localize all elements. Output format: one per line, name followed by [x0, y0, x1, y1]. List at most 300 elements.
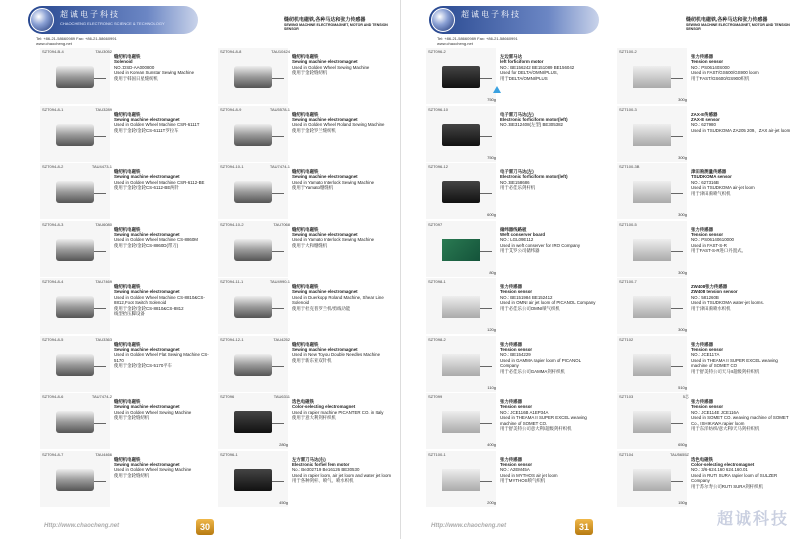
lead-wire	[480, 308, 492, 309]
product-weight: 280g	[279, 442, 288, 447]
page-title-en: SEWING MACHINE ELECTROMAGNET, MOTOR AND TENSION SENSOR	[686, 23, 790, 31]
brand-header	[28, 6, 198, 34]
product-card	[426, 278, 601, 334]
product-name-cn: 缝纫机电磁铁	[292, 284, 319, 289]
product-name-en: Electronic forficiform motor(left)	[500, 174, 568, 180]
lead-wire	[671, 481, 683, 482]
product-spec-1: NO.: JCE117A	[691, 352, 720, 358]
product-photo	[218, 163, 288, 219]
product-spec-1: No.: Be302719 Be16126 BE30530	[292, 467, 360, 473]
product-description	[691, 112, 791, 134]
product-code: SZT096-12	[428, 164, 449, 169]
brand-name-cn: 超诚电子科技	[60, 10, 120, 19]
contact-info	[36, 36, 117, 46]
product-card	[218, 451, 393, 507]
product-spec-2: Used for DELTA/OMNI/PLUS,	[500, 70, 558, 76]
product-image	[234, 239, 272, 261]
product-spec-1: NO.: BE156242 BE151089 BE156042	[500, 64, 575, 70]
product-description	[691, 457, 791, 489]
product-photo	[218, 48, 288, 104]
product-photo	[218, 106, 288, 162]
product-code: SZT099	[428, 394, 443, 399]
product-name-cn: 电子雷刀马达(左)	[500, 169, 534, 174]
product-name-en: ZAX-E sensor	[691, 116, 720, 122]
product-spec-2: Used in MYTHOS air jet loom	[500, 472, 558, 478]
footer-url[interactable]: Http://www.chaocheng.net	[44, 523, 120, 529]
page-number: 31	[575, 519, 593, 535]
product-card	[617, 221, 792, 277]
product-spec-2: 使用于金轮/金轮CS-8810&CS-8812	[114, 305, 184, 311]
product-spec-2: 使用于金轮缝纫机	[114, 415, 150, 421]
lead-wire	[480, 193, 492, 194]
product-code: SZT094-B-4	[42, 49, 64, 54]
product-weight: 300g	[678, 269, 687, 275]
product-name-cn: 张力传感器	[500, 399, 522, 404]
product-spec-1: NO.: BE151984 BE152412	[500, 294, 553, 300]
product-name-en: TSUDKOMA sensor	[691, 174, 732, 180]
product-spec-1: NO.: 581260B	[691, 294, 719, 300]
product-description	[500, 399, 600, 431]
product-weight: 300g	[678, 327, 687, 332]
product-code: SZT094-8-6	[42, 394, 64, 399]
product-code: SZT094-12-1	[220, 336, 244, 342]
product-photo	[40, 336, 110, 392]
product-name-cn: 选色电磁铁	[292, 399, 314, 404]
product-description	[292, 169, 392, 191]
lead-wire	[272, 193, 284, 194]
product-photo	[40, 106, 110, 162]
product-image	[633, 296, 671, 318]
product-image	[56, 66, 94, 88]
product-description	[114, 54, 214, 81]
product-spec-2: 使用于金轮缝纫机	[292, 70, 328, 76]
product-spec-1: Used in Yamato Interlock Sewing Machine	[292, 237, 375, 243]
product-name-en: Sewing machine electromagnet	[292, 289, 358, 295]
product-image	[56, 239, 94, 261]
product-spec-2: 使用于金轮/金轮CS-6112-BE两针	[114, 185, 180, 191]
product-card	[218, 278, 393, 334]
product-spec-3: 用于东洋纺织/意大利/天马剑杆织机	[691, 426, 760, 432]
product-name-en: Sewing machine electromagnet	[114, 404, 180, 410]
product-card	[426, 336, 601, 392]
product-code: SZT094-8-1	[42, 106, 64, 112]
contact-website: www.chaocheng.net	[437, 41, 473, 46]
product-description	[292, 284, 392, 311]
product-image	[442, 124, 480, 146]
lead-wire	[272, 423, 284, 424]
product-image	[442, 469, 480, 491]
product-image	[633, 411, 671, 433]
product-photo	[426, 451, 496, 507]
product-name-cn: 选色电磁铁	[691, 456, 713, 462]
product-description	[691, 284, 791, 311]
product-name-en: Sewing machine electromagnet	[292, 59, 358, 65]
product-image	[633, 239, 671, 261]
product-card	[426, 106, 601, 162]
product-spec-3: 用于必佳乐公司OMNI喷气织机	[500, 305, 560, 311]
product-description	[114, 284, 214, 316]
product-name-cn: 张力传感器	[691, 341, 713, 347]
product-name-cn: 缝纫机电磁铁	[114, 54, 141, 59]
product-name-cn: 缝纫机电磁铁	[114, 456, 141, 462]
product-image	[633, 469, 671, 491]
product-image	[56, 296, 94, 318]
product-subcode: TAU4473-1	[91, 164, 112, 169]
product-description	[500, 112, 600, 128]
product-subcode: TAU5578-1	[269, 106, 290, 112]
product-name-cn: 缝纫机电磁铁	[114, 284, 141, 289]
lead-wire	[480, 366, 492, 367]
page-number: 30	[196, 519, 214, 535]
lead-wire	[480, 78, 492, 79]
product-code: SZT098-2	[428, 336, 446, 342]
product-spec-1: NO.:DSD-AA000800	[114, 64, 155, 70]
product-spec-1: NO.: BE154229	[500, 352, 531, 358]
product-spec-1: NO.: PS06140S000	[691, 64, 730, 70]
lead-wire	[272, 481, 284, 482]
product-name-en: Electronic forfiel fem motor	[292, 461, 350, 467]
product-spec-3: 用于艾罗公司储纬器	[500, 248, 540, 254]
product-weight: 110g	[487, 384, 496, 390]
brand-watermark: 超诚科技	[716, 511, 789, 528]
product-spec-1: NO.: 627980	[691, 122, 716, 128]
product-name-cn: 张力传感器	[500, 341, 522, 347]
product-spec-1: Used in rapier machine PICANTER CO. in Italy	[292, 409, 384, 415]
product-code: SZT094-10-2	[220, 221, 244, 227]
product-photo	[426, 336, 496, 392]
lead-wire	[94, 481, 106, 482]
product-photo	[617, 221, 687, 277]
product-spec-2: Used in TSUDKOMA water-jet looms.	[691, 300, 764, 306]
product-description	[114, 169, 214, 191]
lead-wire	[671, 423, 683, 424]
product-name-cn: 缝纫机电磁铁	[114, 226, 141, 232]
product-photo	[218, 393, 288, 449]
product-image	[234, 296, 272, 318]
lead-wire	[671, 193, 683, 194]
product-name-en: Sewing machine electromagnet	[292, 346, 358, 352]
product-description	[114, 112, 214, 134]
product-subcode: TAU7068	[273, 221, 290, 227]
product-code: SZT096	[220, 394, 235, 399]
product-image	[234, 66, 272, 88]
product-description	[292, 54, 392, 76]
product-image	[56, 354, 94, 376]
product-weight: 650g	[678, 442, 687, 447]
product-subcode: TAU7474-2	[91, 394, 112, 399]
product-name-en: Tension sensor	[691, 346, 724, 352]
product-code: SZT094-8-7	[42, 451, 64, 457]
product-description	[292, 342, 392, 364]
product-image	[442, 66, 480, 88]
product-image	[442, 296, 480, 318]
product-subcode: 5芯	[682, 394, 689, 399]
product-spec-3: 用于津田驹喷气织机	[691, 190, 731, 196]
product-weight: 80g	[489, 269, 496, 275]
right-page	[400, 0, 800, 539]
product-spec-2: Used in TSUDKOMA ZA205 209、ZAX air-jet loom	[691, 127, 791, 133]
product-code: SZT094-8-5	[42, 336, 64, 342]
product-card	[426, 163, 601, 219]
product-code: SZT100-3	[619, 106, 637, 112]
company-logo-icon	[30, 8, 54, 32]
product-weight: 120g	[487, 327, 496, 332]
product-subcode: TAU7474-1	[269, 164, 290, 169]
product-code: SZT100-3B	[619, 164, 640, 169]
product-image	[442, 411, 480, 433]
lead-wire	[480, 251, 492, 252]
product-subcode: TAU6311	[273, 394, 290, 399]
product-name-cn: 张力传感器	[500, 456, 522, 462]
product-card	[218, 221, 393, 277]
brand-name-cn: 超诚电子科技	[461, 10, 521, 19]
product-name-en: Sewing machine electromagnet	[292, 174, 358, 180]
product-name-cn: 张力传感器	[691, 399, 713, 404]
product-code: SZT094-11-1	[220, 279, 244, 284]
product-description	[691, 399, 791, 431]
product-description	[500, 227, 600, 254]
page-title-cn: 缝纫机电磁铁,各种马达和张力传感器	[686, 17, 768, 23]
product-spec-3: 用于津田驹喷水织机	[691, 305, 731, 311]
product-description	[114, 227, 214, 249]
lead-wire	[671, 136, 683, 137]
product-spec-1: Used in Golden Wheel Machine CS-8810&CS-8812,Foot Switch Solenoid	[114, 294, 205, 306]
lead-wire	[94, 308, 106, 309]
product-name-en: Sewing machine electromagnet	[114, 174, 180, 180]
product-code: SZT098-1	[428, 279, 446, 284]
product-photo	[426, 163, 496, 219]
product-card	[426, 393, 601, 449]
product-spec-3: 使用于韩国日星缝纫机	[114, 75, 158, 81]
product-spec-3: 线型抬压脚设备	[114, 311, 145, 317]
lead-wire	[671, 366, 683, 367]
product-name-cn: 左边雷马达	[500, 54, 522, 59]
product-photo	[426, 393, 496, 449]
product-code: SZT102	[619, 336, 634, 342]
lead-wire	[94, 366, 106, 367]
lead-wire	[480, 136, 492, 137]
product-spec-1: Used in Golden Wheel Sewing Machine	[114, 409, 192, 415]
product-name-en: Color-selecting electromagnet	[691, 461, 755, 467]
product-spec-2: 使用于意大利剑杆织机	[292, 415, 336, 421]
product-name-en: Weft conserver board	[500, 231, 546, 237]
product-image	[442, 239, 480, 261]
product-photo	[40, 451, 110, 507]
product-code: SZT104	[619, 451, 634, 457]
product-name-cn: 缝纫机电磁铁	[292, 111, 319, 117]
product-photo	[426, 221, 496, 277]
product-subcode: TAU4990-1	[269, 279, 290, 284]
product-description	[292, 457, 392, 484]
product-card	[617, 106, 792, 162]
product-image	[234, 469, 272, 491]
product-photo	[617, 48, 687, 104]
product-name-cn: ZW408张力传感器	[691, 284, 728, 289]
product-weight: 150g	[678, 499, 687, 505]
lead-wire	[480, 481, 492, 482]
product-spec-2: 用于必佳乐剑杆机	[500, 185, 536, 191]
product-spec-2: Used in weft conserver for IRO Company	[500, 242, 581, 248]
footer	[0, 519, 400, 535]
product-name-cn: 张力传感器	[691, 226, 713, 232]
product-image	[442, 181, 480, 203]
product-weight: 750g	[487, 97, 496, 102]
product-subcode: TAU4466	[95, 451, 112, 457]
product-name-cn: 缝纫机电磁铁	[292, 341, 319, 347]
product-photo	[218, 278, 288, 334]
brand-name-en: CHAOCHENG ELECTRONIC SCIENCE & TECHNOLOGY	[60, 21, 165, 26]
product-spec-1: Used in Golden Wheel Machine CSR-6112-BE	[114, 179, 205, 185]
blue-triangle-icon	[493, 86, 501, 93]
product-spec-2: Used in RUTI SURA rapier loom of SULZER Company	[691, 472, 778, 484]
product-name-en: Tension sensor	[500, 404, 533, 410]
product-name-en: Sewing machine electromagnet	[114, 231, 180, 237]
lead-wire	[671, 251, 683, 252]
product-spec-3: 用于必佳乐公司GAMMA剑杆织机	[500, 368, 565, 374]
product-spec-1: NO.:BE312408(左型) BE305382	[500, 122, 563, 128]
product-spec-2: Used in Korean Sunstar Sewing Machine	[114, 70, 195, 76]
product-spec-3: 用于FAST/GS600/GS900织机	[691, 75, 750, 81]
product-name-en: Sewing machine electromagnet	[114, 346, 180, 352]
product-photo	[617, 336, 687, 392]
product-weight: 300g	[678, 154, 687, 160]
product-description	[114, 342, 214, 369]
product-card	[40, 278, 215, 334]
product-image	[442, 354, 480, 376]
product-name-cn: 津田驹测量传感器	[691, 169, 727, 174]
product-weight: 300g	[678, 212, 687, 217]
product-card	[617, 48, 792, 104]
product-image	[234, 124, 272, 146]
product-spec-1: NO.:BE158686	[500, 179, 530, 185]
page-title-en: SEWING MACHINE ELECTROMAGNET, MOTOR AND TENSION SENSOR	[284, 23, 388, 31]
product-photo	[40, 221, 110, 277]
product-spec-2: 使用于金轮/金轮CS-5170平车	[114, 363, 173, 369]
product-code: SZT096-10	[428, 106, 449, 112]
product-name-en: Sewing machine electromagnet	[114, 289, 180, 295]
lead-wire	[272, 78, 284, 79]
product-image	[56, 469, 94, 491]
product-code: SZT094-8-8	[220, 49, 242, 54]
product-name-cn: 张力传感器	[691, 54, 713, 59]
lead-wire	[671, 78, 683, 79]
product-photo	[617, 451, 687, 507]
product-card	[218, 48, 393, 104]
product-name-en: Tension sensor	[500, 346, 533, 352]
product-spec-2: Used in OMNI air jet loom of PICANOL Company	[500, 300, 596, 306]
product-spec-2: Used in GAMMA rapier loom of PICANOL Company	[500, 357, 581, 369]
product-description	[500, 54, 600, 81]
product-spec-2: 使用于杜克普罗兰机/剪线功能	[292, 305, 351, 311]
product-name-en: Solenoid	[114, 59, 133, 65]
product-name-cn: 缝纫机电磁铁	[114, 341, 141, 347]
product-weight: 510g	[678, 384, 687, 390]
product-name-cn: 缝纫机电磁铁	[114, 169, 141, 174]
product-name-en: Tension sensor	[500, 289, 533, 295]
product-image	[234, 411, 272, 433]
page-title-cn: 缝纫机电磁铁,各种马达和张力传感器	[284, 17, 366, 23]
product-name-cn: 张力传感器	[500, 284, 522, 289]
product-spec-1: NO.: 627316B	[691, 179, 719, 185]
product-spec-2: 使用于金轮缝纫机	[114, 472, 150, 478]
product-spec-2: Used in THEAMA II SUPER EXCEL weaving machine of SOMET CO	[691, 357, 778, 369]
product-subcode: TAU10424	[271, 49, 290, 54]
product-card	[40, 336, 215, 392]
product-name-en: Sewing machine electromagnet	[114, 461, 180, 467]
product-image	[633, 181, 671, 203]
product-card	[40, 393, 215, 449]
product-photo	[40, 163, 110, 219]
product-name-cn: 储纬器线路板	[500, 226, 527, 232]
product-spec-3: 用于各种剑杆、喷气、喷水织机	[292, 478, 354, 484]
product-spec-1: NO.: A2EM45A	[500, 467, 530, 473]
product-image	[633, 354, 671, 376]
product-name-en: Electronic forficiform motor(left)	[500, 116, 568, 122]
product-card	[40, 48, 215, 104]
lead-wire	[671, 308, 683, 309]
lead-wire	[94, 251, 106, 252]
lead-wire	[94, 78, 106, 79]
product-photo	[426, 48, 496, 104]
product-name-cn: 缝纫机电磁铁	[114, 399, 141, 404]
company-logo-icon	[431, 8, 455, 32]
product-weight: 750g	[487, 154, 496, 160]
product-card	[40, 106, 215, 162]
product-spec-1: Used in Golden Wheel Sewing Machine	[292, 64, 370, 70]
product-card	[426, 221, 601, 277]
product-image	[56, 411, 94, 433]
product-spec-2: Used in rapier loom, air jet loom and water jet loom	[292, 472, 392, 478]
product-photo	[40, 278, 110, 334]
product-description	[114, 457, 214, 479]
product-description	[500, 284, 600, 311]
product-photo	[617, 163, 687, 219]
product-name-cn: 缝纫机电磁铁	[292, 169, 319, 174]
product-code: SZT100-5	[619, 221, 637, 227]
product-description	[691, 169, 791, 196]
footer-url[interactable]: Http://www.chaocheng.net	[431, 523, 507, 529]
product-image	[234, 181, 272, 203]
product-spec-2: Used in FAST-S-R	[691, 242, 727, 248]
product-name-en: ZW408 tension sensor	[691, 289, 738, 295]
product-name-en: Tension sensor	[691, 231, 724, 237]
lead-wire	[272, 308, 284, 309]
product-code: SZT094-8-9	[220, 106, 242, 112]
product-description	[691, 342, 791, 374]
product-spec-2: 使用于金轮/金轮CS-8860D(带刀)	[114, 242, 179, 248]
product-spec-1: NO.: JCE114E JCE116A	[691, 409, 739, 415]
page-title-block	[284, 16, 394, 31]
product-spec-3: 用于苏尔寿公司RUTI SURA剑杆织机	[691, 483, 763, 489]
product-spec-3: 用于舒美特公司意大利/超级剑杆织机	[500, 426, 572, 432]
product-card	[617, 451, 792, 507]
product-description	[500, 457, 600, 484]
product-card	[617, 278, 792, 334]
product-card	[426, 48, 601, 104]
product-card	[218, 106, 393, 162]
product-card	[218, 393, 393, 449]
product-weight: 200g	[487, 499, 496, 505]
product-spec-1: Used in Golden Wheel Roland Sewing Machine	[292, 122, 385, 128]
page-title-block	[686, 16, 796, 31]
product-image	[633, 66, 671, 88]
product-spec-1: Used in Yamato Interlock Sewing Machine	[292, 179, 375, 185]
product-spec-2: Used in THEAMA II SUPER EXCEL weaving machine of SOMET CO.	[500, 415, 587, 426]
product-photo	[218, 221, 288, 277]
footer	[401, 511, 800, 535]
product-spec-2: 使用于金轮/金轮CS-6111T罗拉车	[114, 127, 179, 133]
product-image	[234, 354, 272, 376]
